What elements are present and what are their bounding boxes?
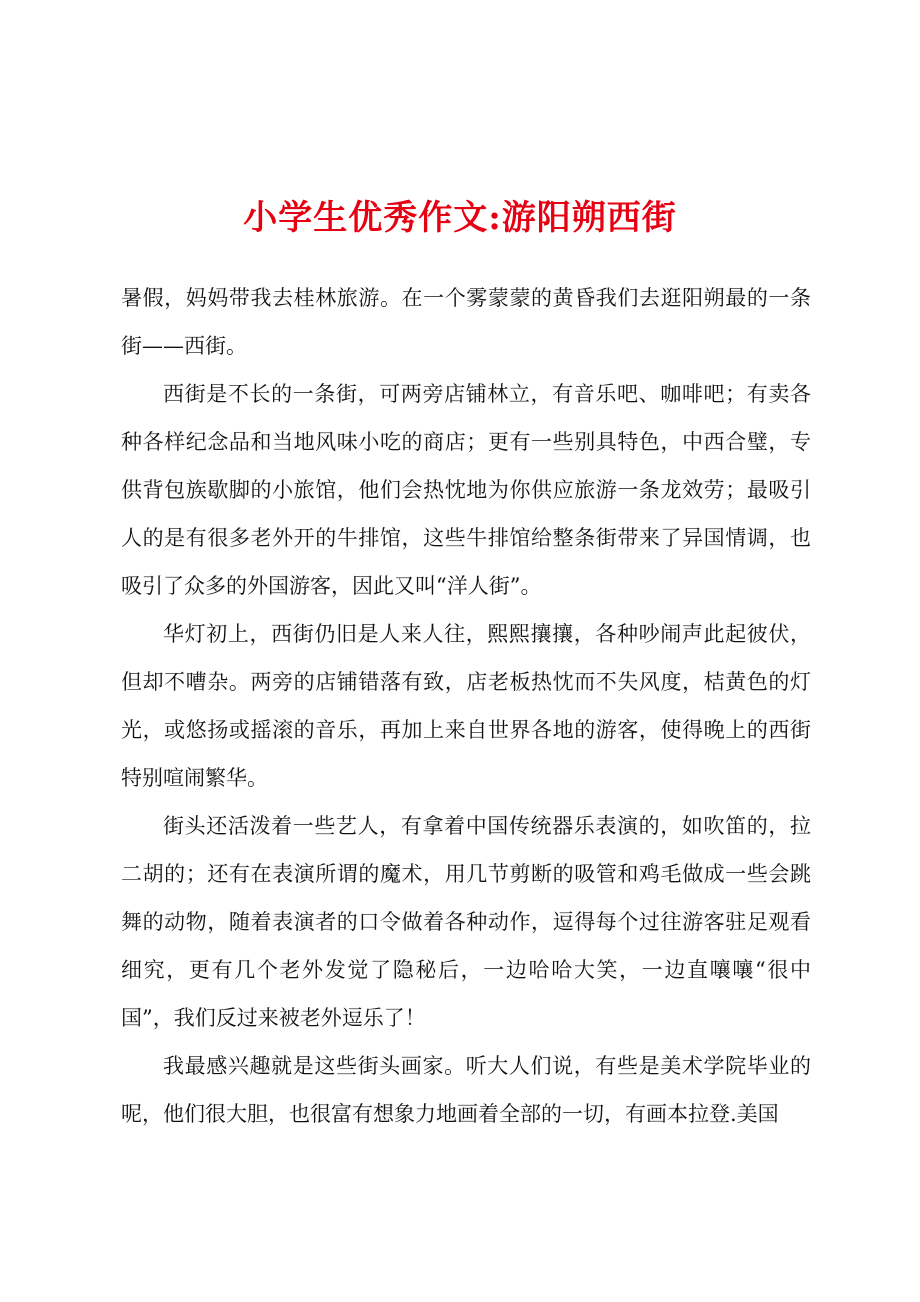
- document-body: [121, 274, 811, 1138]
- paragraph-4: 街头还活泼着一些艺人，有拿着中国传统器乐表演的，如吹笛的，拉二胡的；还有在表演所谓的魔术，用几节剪断的吸管和鸡毛做成一些会跳舞的动物，随着表演者的口令做着各种动作，逗得每个过往游客驻足观看细究，更有几个老外发觉了隐秘后，一边哈哈大笑，一边直嚷嚷“很中国”，我们反过来被老外逗乐了！: [121, 814, 811, 1030]
- paragraph-1: 暑假，妈妈带我去桂林旅游。在一个雾蒙蒙的黄昏我们去逛阳朔最的一条街——西街。: [121, 286, 811, 358]
- paragraph-3: 华灯初上，西街仍旧是人来人往，熙熙攘攘，各种吵闹声此起彼伏，但却不嘈杂。两旁的店铺错落有致，店老板热忱而不失风度，桔黄色的灯光，或悠扬或摇滚的音乐，再加上来自世界各地的游客，使得晚上的西街特别喧闹繁华。: [121, 622, 811, 790]
- paragraph-2: 西街是不长的一条街，可两旁店铺林立，有音乐吧、咖啡吧；有卖各种各样纪念品和当地风味小吃的商店；更有一些别具特色，中西合璧，专供背包族歇脚的小旅馆，他们会热忱地为你供应旅游一条龙效劳；最吸引人的是有很多老外开的牛排馆，这些牛排馆给整条街带来了异国情调，也吸引了众多的外国游客，因此又叫“洋人街”。: [121, 382, 811, 598]
- document-title: 小学生优秀作文:游阳朔西街: [243, 198, 677, 238]
- paragraph-5: 我最感兴趣就是这些街头画家。听大人们说，有些是美术学院毕业的呢，他们很大胆，也很富有想象力地画着全部的一切，有画本拉登.美国: [121, 1054, 811, 1126]
